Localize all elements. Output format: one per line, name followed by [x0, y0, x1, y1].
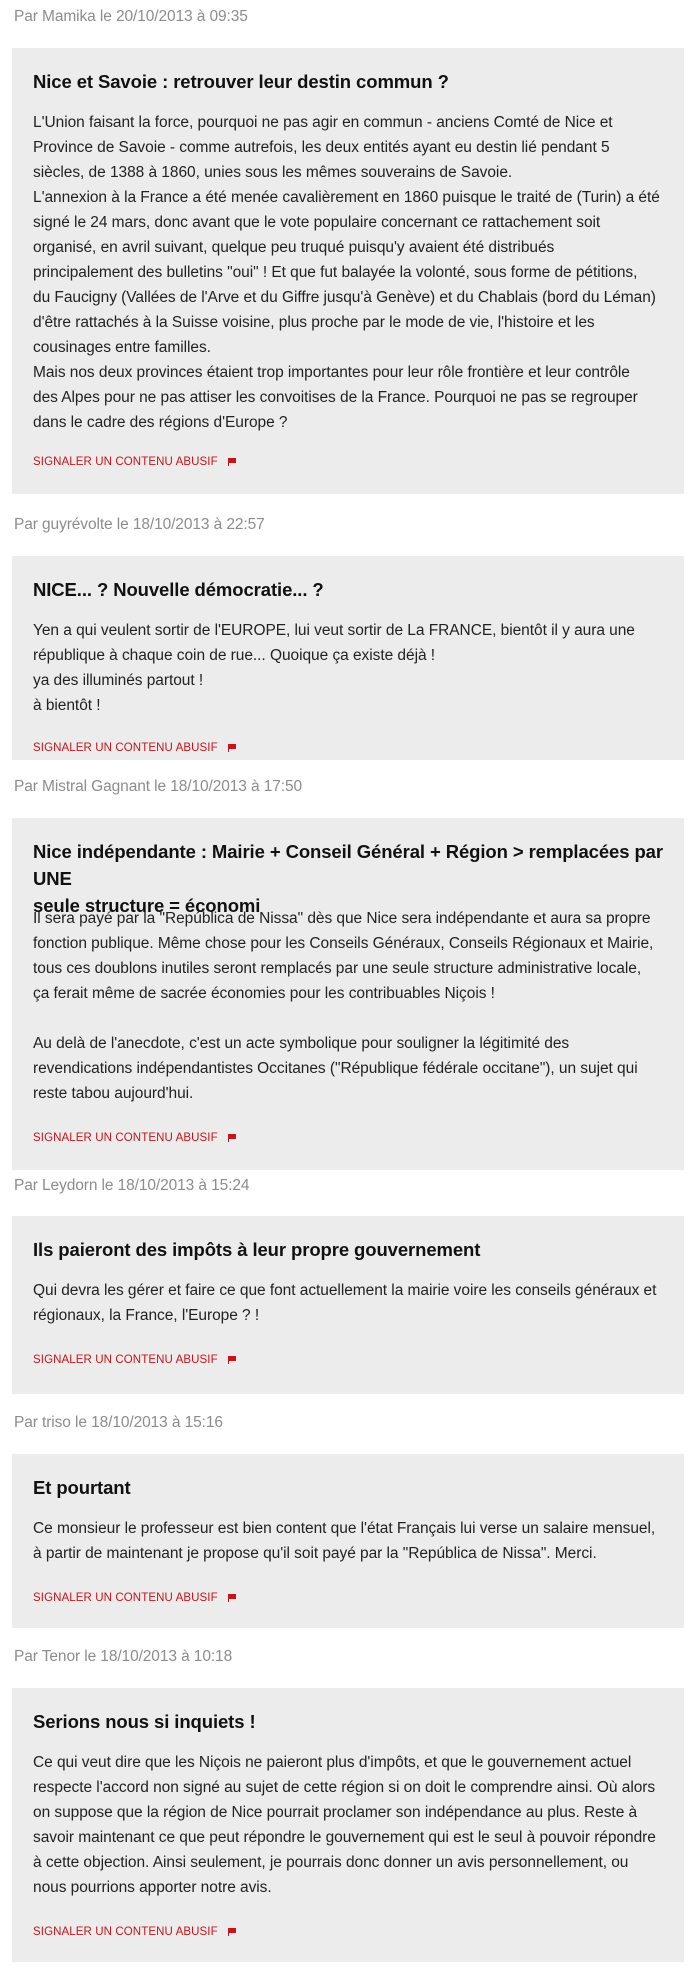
flag-icon — [228, 458, 237, 466]
report-abuse-label: SIGNALER UN CONTENU ABUSIF — [33, 1592, 218, 1604]
comment-body: Qui devra les gérer et faire ce que font actuellement la mairie voire les conseils généraux et régionaux, la France, l'Europe ? ! — [33, 1282, 657, 1324]
comment-meta: Par guyrévolte le 18/10/2013 à 22:57 — [14, 516, 265, 533]
report-abuse-label: SIGNALER UN CONTENU ABUSIF — [33, 1926, 218, 1938]
comment-title: Nice indépendante : Mairie + Conseil Général + Région > remplacées par UNE seule structure = économi — [33, 841, 663, 916]
comment-box — [12, 556, 684, 760]
comment-meta: Par triso le 18/10/2013 à 15:16 — [14, 1414, 223, 1431]
report-abuse-link[interactable] — [33, 456, 237, 468]
comment-box — [12, 1216, 684, 1394]
flag-icon — [228, 1594, 237, 1602]
report-abuse-link[interactable] — [33, 1926, 237, 1938]
report-abuse-label: SIGNALER UN CONTENU ABUSIF — [33, 742, 218, 754]
comment-meta: Par Mistral Gagnant le 18/10/2013 à 17:50 — [14, 778, 303, 795]
report-abuse-link[interactable] — [33, 1354, 237, 1366]
comment-body: Ce monsieur le professeur est bien content que l'état Français lui verse un salaire mensuel, à partir de maintenant je propose qu'il soit payé par la "República de Nissa". Merci. — [33, 1520, 656, 1562]
flag-icon — [228, 1928, 237, 1936]
report-abuse-link[interactable] — [33, 1132, 237, 1144]
flag-icon — [228, 744, 237, 752]
report-abuse-label: SIGNALER UN CONTENU ABUSIF — [33, 456, 218, 468]
comment-body: Ce qui veut dire que les Niçois ne paieront plus d'impôts, et que le gouvernement actuel respecte l'accord non signé au sujet de cette région si on doit le comprendre ainsi. Où alors on suppose que la région de Nice pourrait proclamer son indépendance au plus. Reste à savoir maintenant ce que peut répondre le gouvernement qui est le seul à pouvoir répondre à cette objection. Ainsi seulement, je pourrais donc donner un avis personnellement, ou nous pourrions apporter notre avis. — [33, 1754, 656, 1896]
comment-box — [12, 1688, 684, 1962]
comment-title: NICE... ? Nouvelle démocratie... ? — [33, 579, 324, 600]
comment-meta: Par Tenor le 18/10/2013 à 10:18 — [14, 1648, 233, 1665]
comment-title: Et pourtant — [33, 1477, 131, 1498]
comment-meta: Par Mamika le 20/10/2013 à 09:35 — [14, 8, 248, 25]
report-abuse-link[interactable] — [33, 1592, 237, 1604]
comment-box — [12, 1454, 684, 1628]
comment-title: Ils paieront des impôts à leur propre gouvernement — [33, 1239, 481, 1260]
comment-body: L'Union faisant la force, pourquoi ne pas agir en commun - anciens Comté de Nice et Province de Savoie - comme autrefois, les deux entités ayant eu destin lié pendant 5 siècles, de 1388 à 1860, unies sous les mêmes souverains de Savoie. L'annexion à la France a été menée cavalièrement en 1860 puisque le traité de (Turin) a été signé le 24 mars, donc avant que le vote populaire concernant ce rattachement soit organisé, en avril suivant, quelque peu truqué puisqu'y avaient été distribués principalement des bulletins "oui" ! Et que fut balayée la volonté, sous forme de pétitions, du Faucigny (Vallées de l'Arve et du Giffre jusqu'à Genève) et du Chablais (bord du Léman) d'être rattachés à la Suisse voisine, plus proche par le mode de vie, l'histoire et les cousinages entre familles. Mais nos deux provinces étaient trop importantes pour leur rôle frontière et leur contrôle des Alpes pour ne pas attiser les convoitises de la France. Pourquoi ne pas se regrouper dans le cadre des régions d'Europe ? — [33, 114, 660, 431]
report-abuse-label: SIGNALER UN CONTENU ABUSIF — [33, 1354, 218, 1366]
flag-icon — [228, 1356, 237, 1364]
comment-box — [12, 818, 684, 1170]
flag-icon — [228, 1134, 237, 1142]
comment-body: Il sera payé par la "República de Nissa" dès que Nice sera indépendante et aura sa propre fonction publique. Même chose pour les Conseils Généraux, Conseils Régionaux et Mairie, tous ces doublons inutiles seront remplacés par une seule structure administrative locale, ça ferait même de sacrée économies pour les contribuables Niçois ! Au delà de l'anecdote, c'est un acte symbolique pour souligner la légitimité des revendications indépendantistes Occitanes ("République fédérale occitane"), un sujet qui reste tabou aujourd'hui. — [33, 910, 654, 1102]
comment-meta: Par Leydorn le 18/10/2013 à 15:24 — [14, 1177, 250, 1194]
report-abuse-label: SIGNALER UN CONTENU ABUSIF — [33, 1132, 218, 1144]
comment-box — [12, 48, 684, 494]
comment-body: Yen a qui veulent sortir de l'EUROPE, lui veut sortir de La FRANCE, bientôt il y aura une république à chaque coin de rue... Quoique ça existe déjà ! ya des illuminés partout ! à bientôt ! — [33, 622, 635, 714]
report-abuse-link[interactable] — [33, 742, 237, 754]
comment-title: Serions nous si inquiets ! — [33, 1711, 256, 1732]
comment-title: Nice et Savoie : retrouver leur destin commun ? — [33, 71, 449, 92]
